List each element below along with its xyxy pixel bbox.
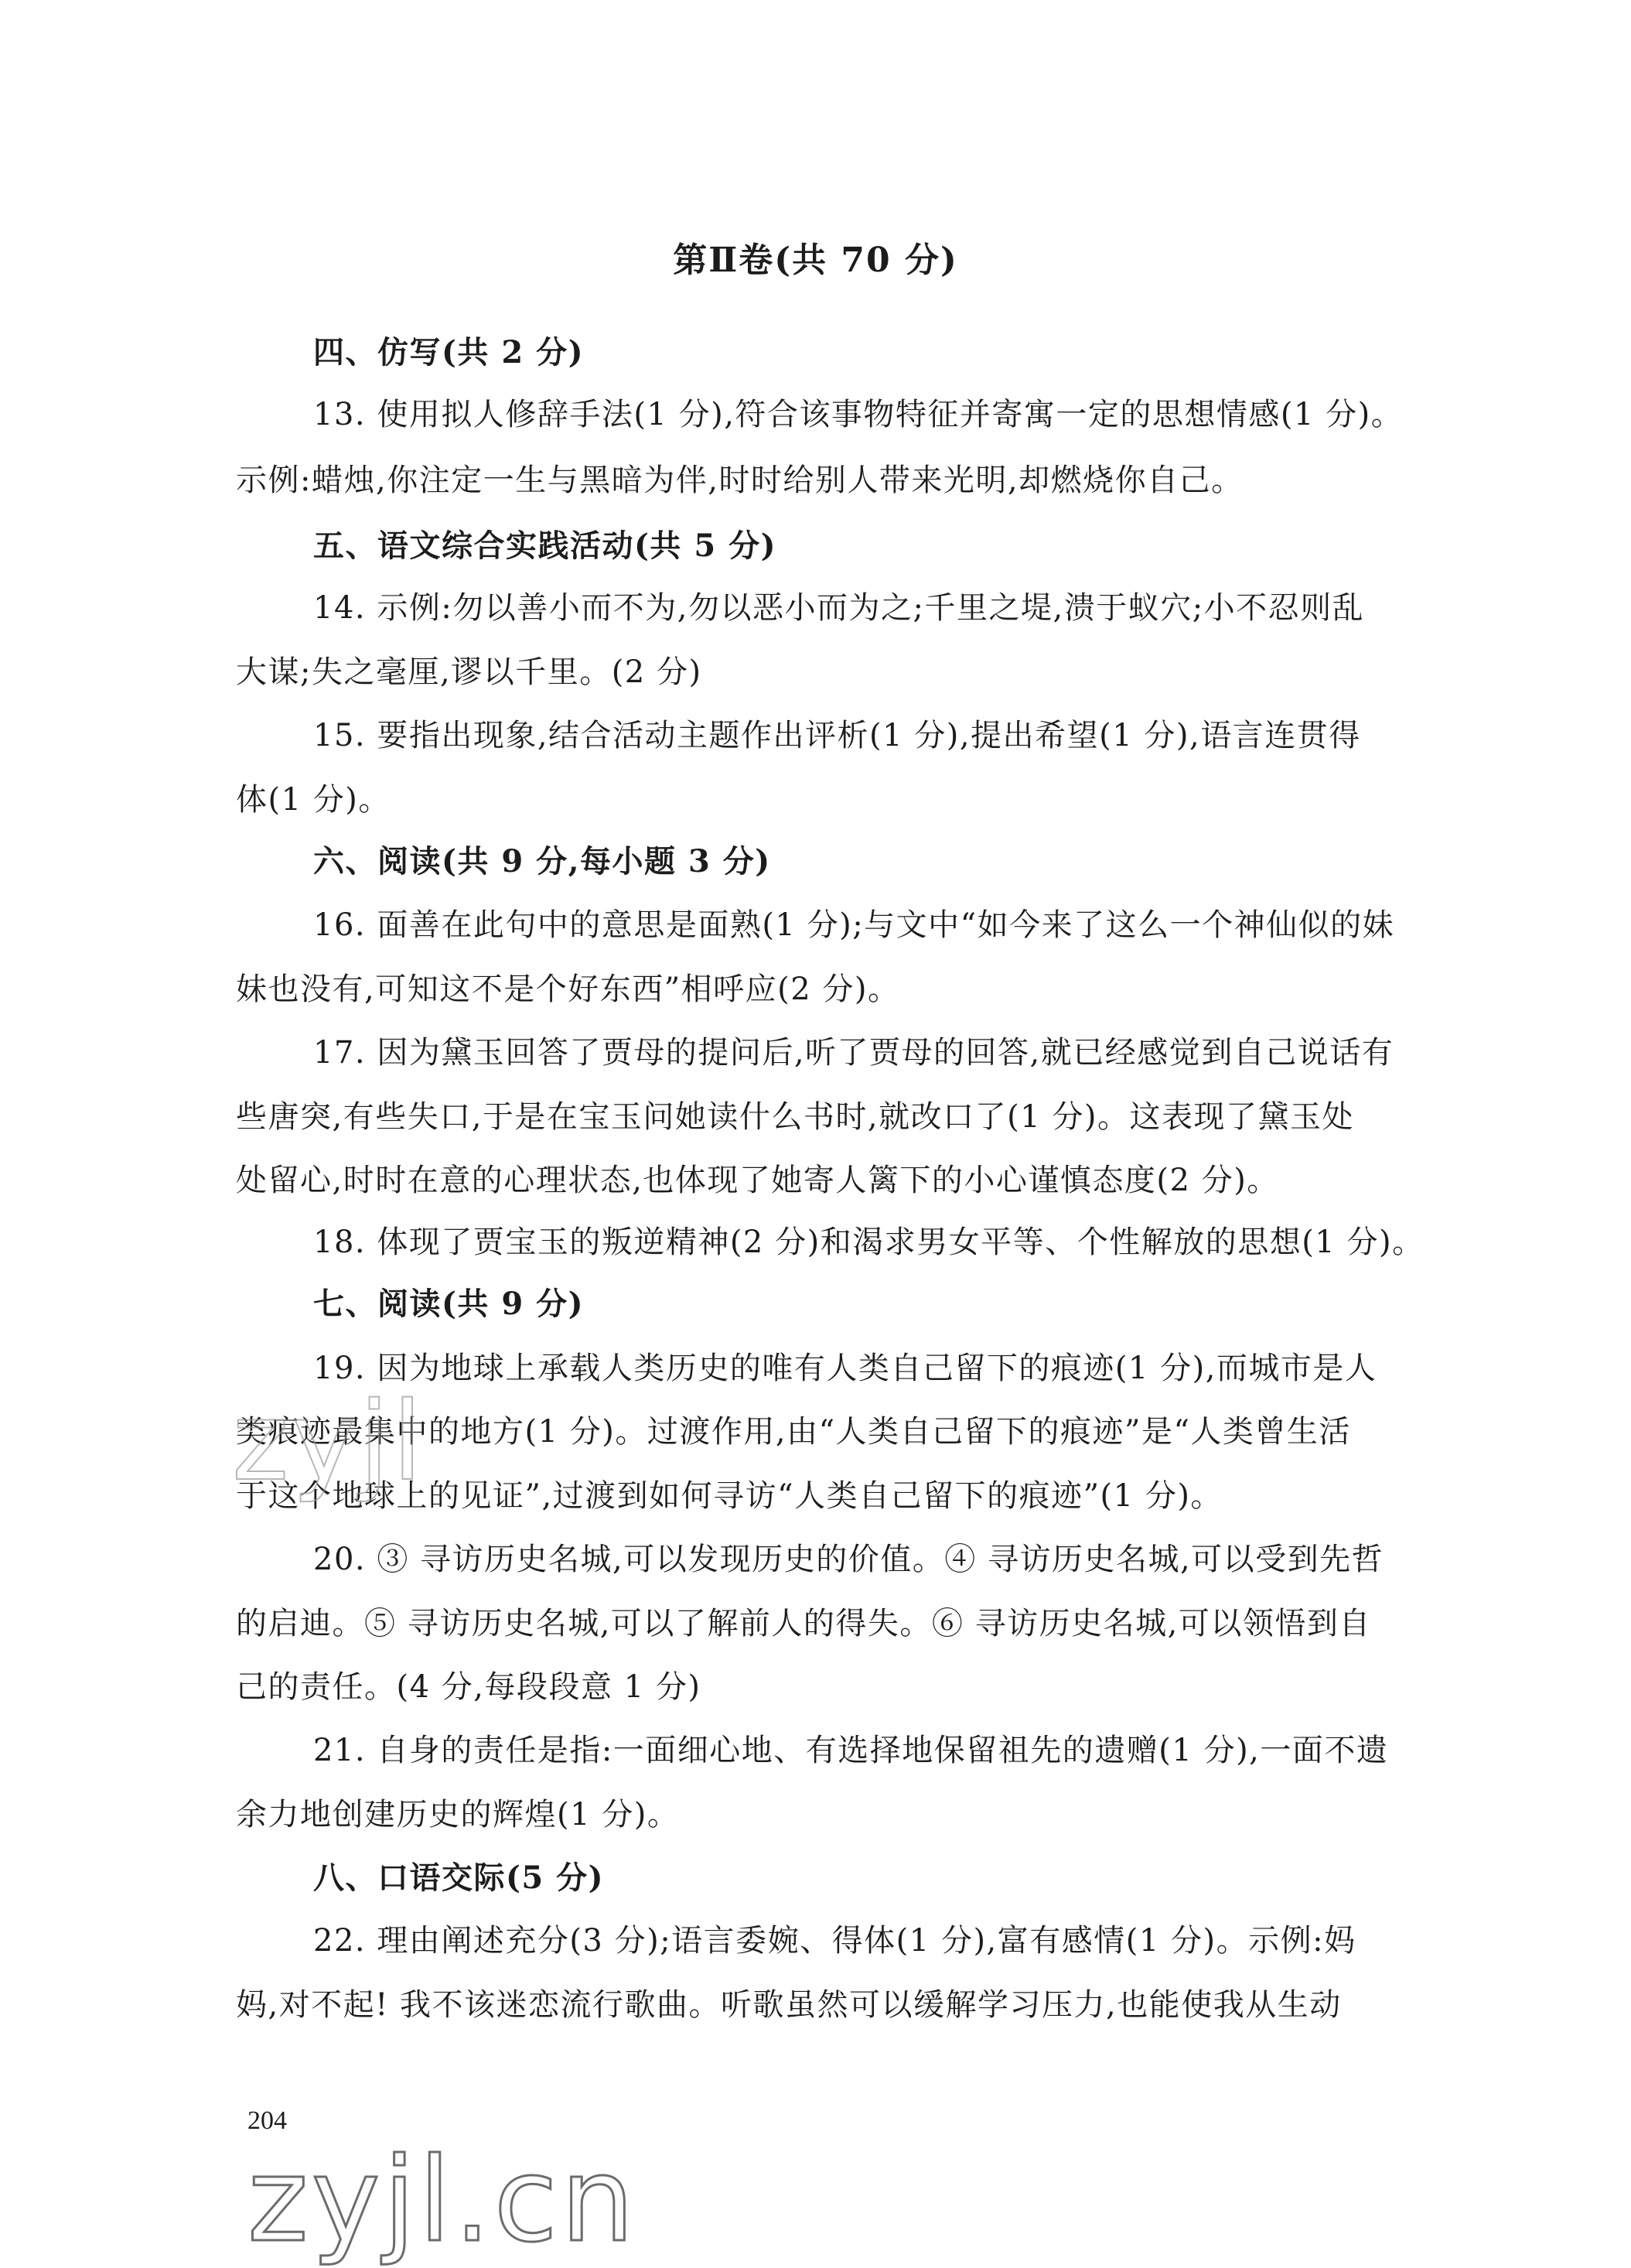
section-heading: 五、语文综合实践活动(共 5 分) bbox=[313, 528, 777, 564]
page-number: 204 bbox=[247, 2106, 287, 2135]
text-line: 21. 自身的责任是指:一面细心地、有选择地保留祖先的遗赠(1 分),一面不遗 bbox=[313, 1733, 1389, 1768]
text-line: 于这个地球上的见证”,过渡到如何寻访“人类自己留下的痕迹”(1 分)。 bbox=[236, 1478, 1223, 1514]
text-line: 16. 面善在此句中的意思是面熟(1 分);与文中“如今来了这么一个神仙似的妹 bbox=[313, 907, 1395, 943]
section-heading: 四、仿写(共 2 分) bbox=[313, 334, 585, 371]
text-line: 处留心,时时在意的心理状态,也体现了她寄人篱下的小心谨慎态度(2 分)。 bbox=[236, 1163, 1279, 1198]
text-line: 体(1 分)。 bbox=[236, 782, 391, 818]
text-line: 20. ③ 寻访历史名城,可以发现历史的价值。④ 寻访历史名城,可以受到先哲 bbox=[313, 1542, 1384, 1577]
text-line: 妹也没有,可知这不是个好东西”相呼应(2 分)。 bbox=[236, 972, 900, 1007]
text-line: 13. 使用拟人修辞手法(1 分),符合该事物特征并寄寓一定的思想情感(1 分)。 bbox=[313, 397, 1404, 432]
text-line: 些唐突,有些失口,于是在宝玉问她读什么书时,就改口了(1 分)。这表现了黛玉处 bbox=[236, 1099, 1355, 1135]
watermark-middle: zyjl bbox=[232, 1379, 426, 1505]
section-heading: 八、口语交际(5 分) bbox=[313, 1860, 605, 1896]
section-heading: 六、阅读(共 9 分,每小题 3 分) bbox=[313, 843, 771, 880]
text-line: 18. 体现了贾宝玉的叛逆精神(2 分)和渴求男女平等、个性解放的思想(1 分)。 bbox=[313, 1225, 1425, 1260]
section-heading: 七、阅读(共 9 分) bbox=[313, 1286, 585, 1322]
section-title: 第Ⅱ卷(共 70 分) bbox=[673, 241, 958, 280]
text-line: 14. 示例:勿以善小而不为,勿以恶小而为之;千里之堤,溃于蚁穴;小不忍则乱 bbox=[313, 590, 1365, 626]
text-line: 妈,对不起! 我不该迷恋流行歌曲。听歌虽然可以缓解学习压力,也能使我从生动 bbox=[236, 1987, 1342, 2023]
watermark-logo: zyjl.cn bbox=[247, 2133, 638, 2268]
text-line: 17. 因为黛玉回答了贾母的提问后,听了贾母的回答,就已经感觉到自己说话有 bbox=[313, 1035, 1394, 1071]
text-line: 类痕迹最集中的地方(1 分)。过渡作用,由“人类自己留下的痕迹”是“人类曾生活 bbox=[236, 1414, 1351, 1450]
text-line: 余力地创建历史的辉煌(1 分)。 bbox=[236, 1797, 680, 1833]
text-line: 大谋;失之毫厘,谬以千里。(2 分) bbox=[236, 654, 702, 690]
text-line: 15. 要指出现象,结合活动主题作出评析(1 分),提出希望(1 分),语言连贯得 bbox=[313, 718, 1361, 753]
text-line: 己的责任。(4 分,每段段意 1 分) bbox=[236, 1669, 701, 1705]
text-line: 22. 理由阐述充分(3 分);语言委婉、得体(1 分),富有感情(1 分)。示例:妈 bbox=[313, 1923, 1356, 1959]
text-line: 19. 因为地球上承载人类历史的唯有人类自己留下的痕迹(1 分),而城市是人 bbox=[313, 1351, 1377, 1386]
text-line: 的启迪。⑤ 寻访历史名城,可以了解前人的得失。⑥ 寻访历史名城,可以领悟到自 bbox=[236, 1606, 1371, 1641]
text-line: 示例:蜡烛,你注定一生与黑暗为伴,时时给别人带来光明,却燃烧你自己。 bbox=[236, 463, 1244, 498]
